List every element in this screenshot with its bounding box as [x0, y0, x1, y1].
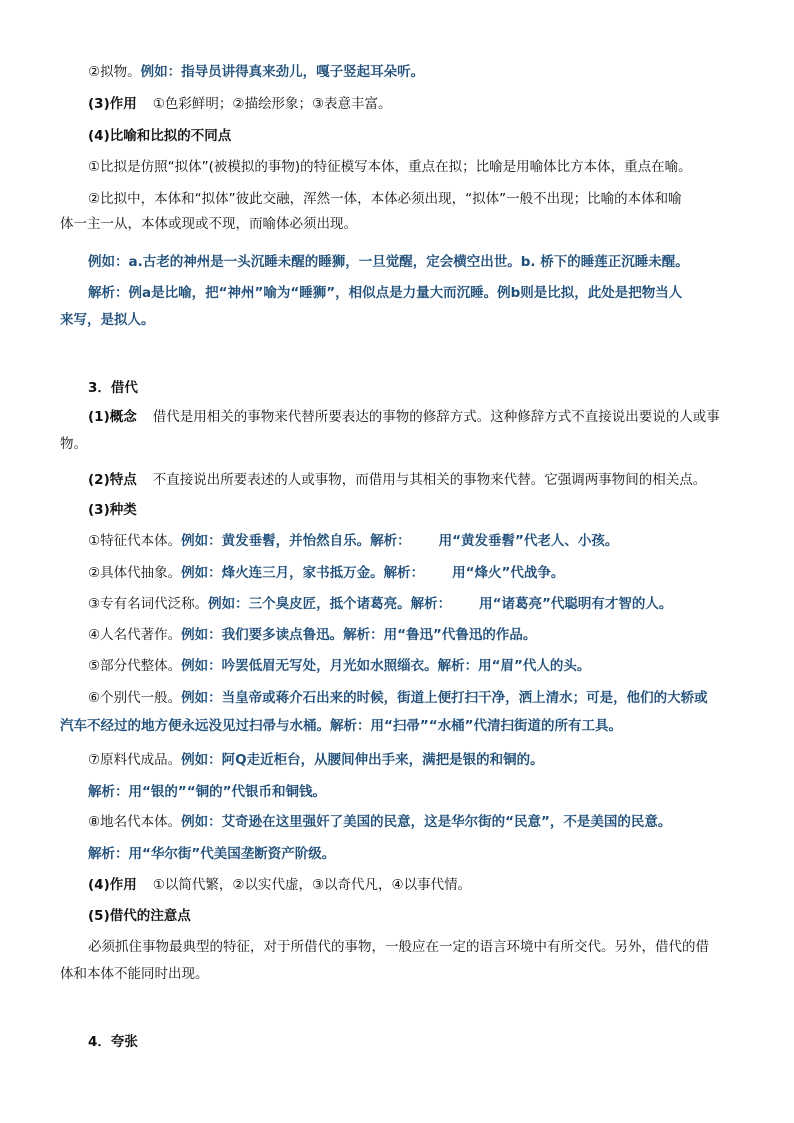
text-line [0, 625, 794, 645]
example-text: 例如：烽火连三月，家书抵万金。解析： [181, 565, 425, 581]
text-line [0, 688, 794, 708]
example-text: 例如：当皇帝或蒋介石出来的时候，街道上便打扫干净，洒上清水；可是，他们的大轿或 [181, 690, 708, 706]
section-heading: (1)概念 [88, 409, 137, 425]
text-line [0, 875, 794, 895]
body-text: 必须抓住事物最典型的特征，对于所借代的事物，一般应在一定的语言环境中有所交代。另外，借代的借 [88, 939, 709, 955]
example-text: 例如：阿Q走近柜台，从腰间伸出手来，满把是银的和铜的。 [181, 752, 544, 768]
text-line [0, 1032, 794, 1052]
analysis-text: 用“黄发垂髫”代老人、小孩。 [438, 533, 619, 549]
analysis-text: 来写，是拟人。 [60, 312, 155, 328]
example-text: 汽车不经过的地方便永远没见过扫帚与水桶。解析：用“扫帚”“水桶”代清扫街道的所有工具。 [60, 718, 622, 734]
section-heading: (4)作用 [88, 877, 137, 893]
text-line [0, 844, 794, 864]
section-title: 4．夸张 [88, 1034, 138, 1050]
text-line [0, 750, 794, 770]
text-line [0, 964, 794, 984]
line-lead: ⑤部分代整体。 [88, 658, 182, 674]
body-text: 体和本体不能同时出现。 [60, 966, 209, 982]
example-text: 例如：吟罢低眉无写处，月光如水照缁衣。解析：用“眉”代人的头。 [181, 658, 591, 674]
body-text: ②比拟中，本体和“拟体”彼此交融，浑然一体，本体必须出现，“拟体”一般不出现；比喻的本体和喻 [88, 191, 682, 207]
line-lead: ⑧地名代本体。 [88, 814, 182, 830]
line-lead: ①特征代本体。 [88, 533, 182, 549]
body-text: ①以简代繁，②以实代虚，③以奇代凡，④以事代情。 [152, 877, 472, 893]
section-title: 3．借代 [88, 380, 138, 396]
text-line [0, 252, 794, 272]
text-line [0, 906, 794, 926]
text-line [0, 500, 794, 520]
text-line [0, 470, 794, 490]
text-line [0, 407, 794, 427]
text-line [0, 716, 794, 736]
analysis-text: 解析：用“华尔街”代美国垄断资产阶级。 [88, 846, 336, 862]
body-text: ①比拟是仿照“拟体”(被模拟的事物)的特征模写本体，重点在拟；比喻是用喻体比方本体，重点在喻。 [88, 159, 692, 175]
text-line [0, 563, 794, 583]
text-line [0, 189, 794, 209]
example-text: 例如：黄发垂髫，并怡然自乐。解析： [181, 533, 411, 549]
text-line [0, 62, 794, 82]
analysis-text: 解析：例a是比喻，把“神州”喻为“睡狮”，相似点是力量大而沉睡。例b则是比拟，此处是把物当人 [88, 285, 683, 301]
body-text: ①色彩鲜明；②描绘形象；③表意丰富。 [152, 96, 392, 112]
text-line [0, 126, 794, 146]
section-heading: (4)比喻和比拟的不同点 [88, 128, 232, 144]
analysis-text: 用“烽火”代战争。 [452, 565, 565, 581]
text-line [0, 157, 794, 177]
text-line [0, 214, 794, 234]
text-line [0, 594, 794, 614]
line-lead: ⑥个别代一般。 [88, 690, 182, 706]
body-text: 借代是用相关的事物来代替所要表达的事物的修辞方式。这种修辞方式不直接说出要说的人或事 [152, 409, 720, 425]
example-text: 例如：指导员讲得真来劲儿，嘎子竖起耳朵听。 [140, 64, 425, 80]
text-line [0, 378, 794, 398]
example-text: 例如：艾奇逊在这里强奸了美国的民意，这是华尔街的“民意”，不是美国的民意。 [181, 814, 672, 830]
text-line [0, 434, 794, 454]
text-line [0, 812, 794, 832]
body-text: 体一主一从，本体或现或不现，而喻体必须出现。 [60, 216, 357, 232]
analysis-text: 解析：用“银的”“铜的”代银币和铜钱。 [88, 784, 326, 800]
text-line [0, 310, 794, 330]
example-text: 例如：我们要多读点鲁迅。解析：用“鲁迅”代鲁迅的作品。 [181, 627, 537, 643]
line-lead: ③专有名词代泛称。 [88, 596, 209, 612]
line-lead: ④人名代著作。 [88, 627, 182, 643]
text-line [0, 782, 794, 802]
section-heading: (3)种类 [88, 502, 137, 518]
text-line [0, 531, 794, 551]
text-line [0, 937, 794, 957]
body-text: 不直接说出所要表述的人或事物，而借用与其相关的事物来代替。它强调两事物间的相关点。 [152, 472, 707, 488]
example-text: 例如：a.古老的神州是一头沉睡未醒的睡狮，一旦觉醒，定会横空出世。b. 桥下的睡莲正沉睡未醒。 [88, 254, 689, 270]
example-text: 例如：三个臭皮匠，抵个诸葛亮。解析： [208, 596, 452, 612]
line-lead: ②具体代抽象。 [88, 565, 182, 581]
analysis-text: 用“诸葛亮”代聪明有才智的人。 [479, 596, 673, 612]
text-line [0, 656, 794, 676]
text-line [0, 94, 794, 114]
section-heading: (3)作用 [88, 96, 137, 112]
section-heading: (5)借代的注意点 [88, 908, 191, 924]
section-heading: (2)特点 [88, 472, 137, 488]
body-text: 物。 [60, 436, 87, 452]
text-line [0, 283, 794, 303]
line-lead: ②拟物。 [88, 64, 141, 80]
line-lead: ⑦原料代成品。 [88, 752, 182, 768]
